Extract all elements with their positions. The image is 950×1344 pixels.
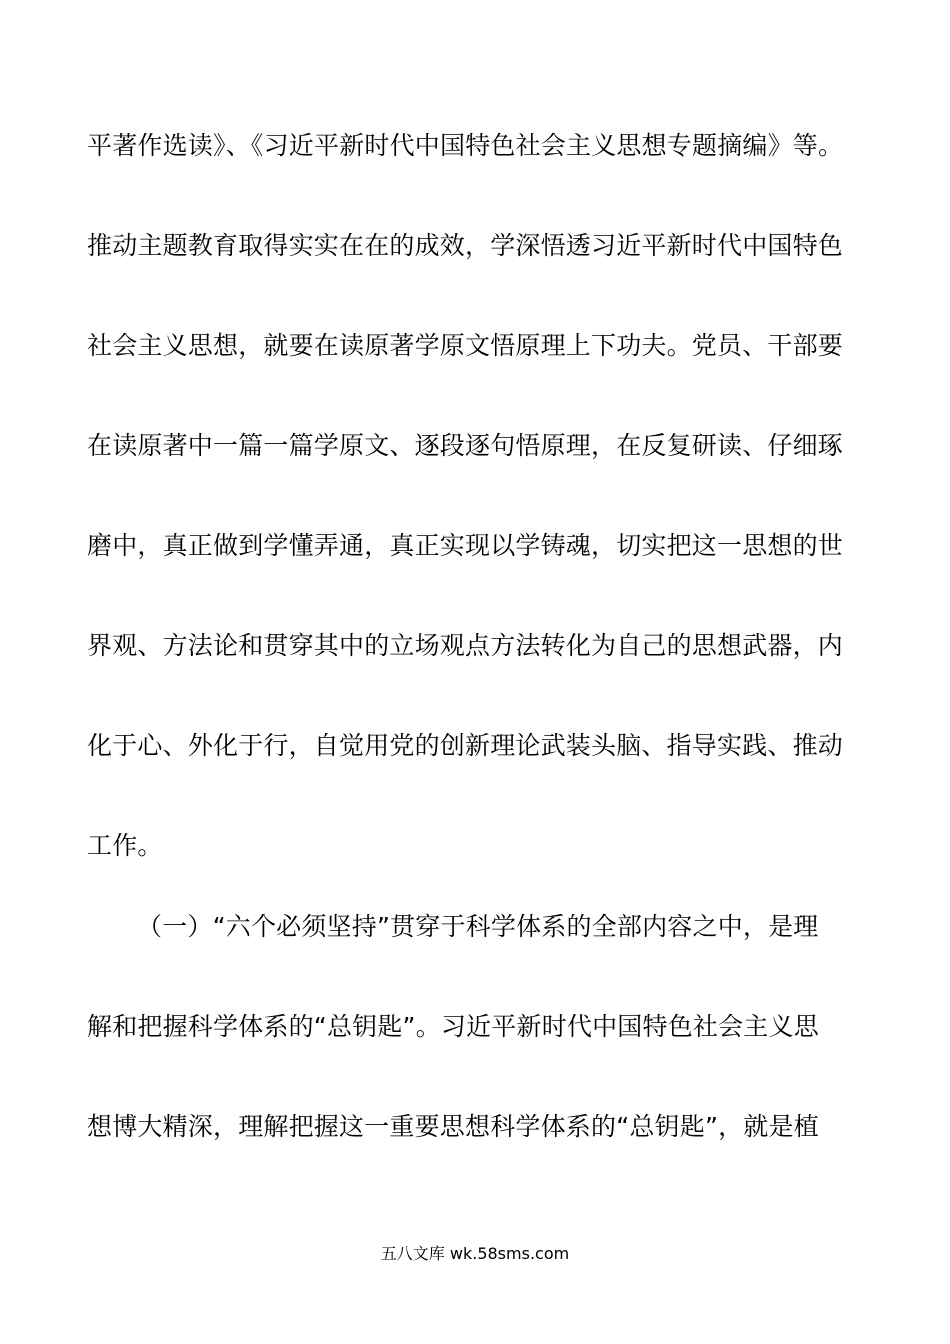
section-heading-line: （一）“六个必须坚持”贯穿于科学体系的全部内容之中，是理 bbox=[137, 912, 819, 941]
text-line-1: 平著作选读》、《习近平新时代中国特色社会主义思想专题摘编》等。 bbox=[87, 131, 844, 160]
text-line-4: 在读原著中一篇一篇学原文、逐段逐句悟原理，在反复研读、仔细琢 bbox=[87, 431, 844, 460]
text-line-11: 想博大精深，理解把握这一重要思想科学体系的“总钥匙”，就是植 bbox=[87, 1112, 819, 1141]
footer-watermark: 五八文库 wk.58sms.com bbox=[380, 1244, 570, 1263]
text-line-7: 化于心、外化于行，自觉用党的创新理论武装头脑、指导实践、推动 bbox=[87, 731, 844, 760]
text-line-5: 磨中，真正做到学懂弄通，真正实现以学铸魂，切实把这一思想的世 bbox=[87, 531, 844, 560]
text-line-8: 工作。 bbox=[87, 831, 163, 860]
text-line-6: 界观、方法论和贯穿其中的立场观点方法转化为自己的思想武器，内 bbox=[87, 631, 844, 660]
text-line-3: 社会主义思想，就要在读原著学原文悟原理上下功夫。党员、干部要 bbox=[87, 331, 844, 360]
text-line-2: 推动主题教育取得实实在在的成效，学深悟透习近平新时代中国特色 bbox=[87, 231, 844, 260]
text-line-10: 解和把握科学体系的“总钥匙”。习近平新时代中国特色社会主义思 bbox=[87, 1012, 819, 1041]
